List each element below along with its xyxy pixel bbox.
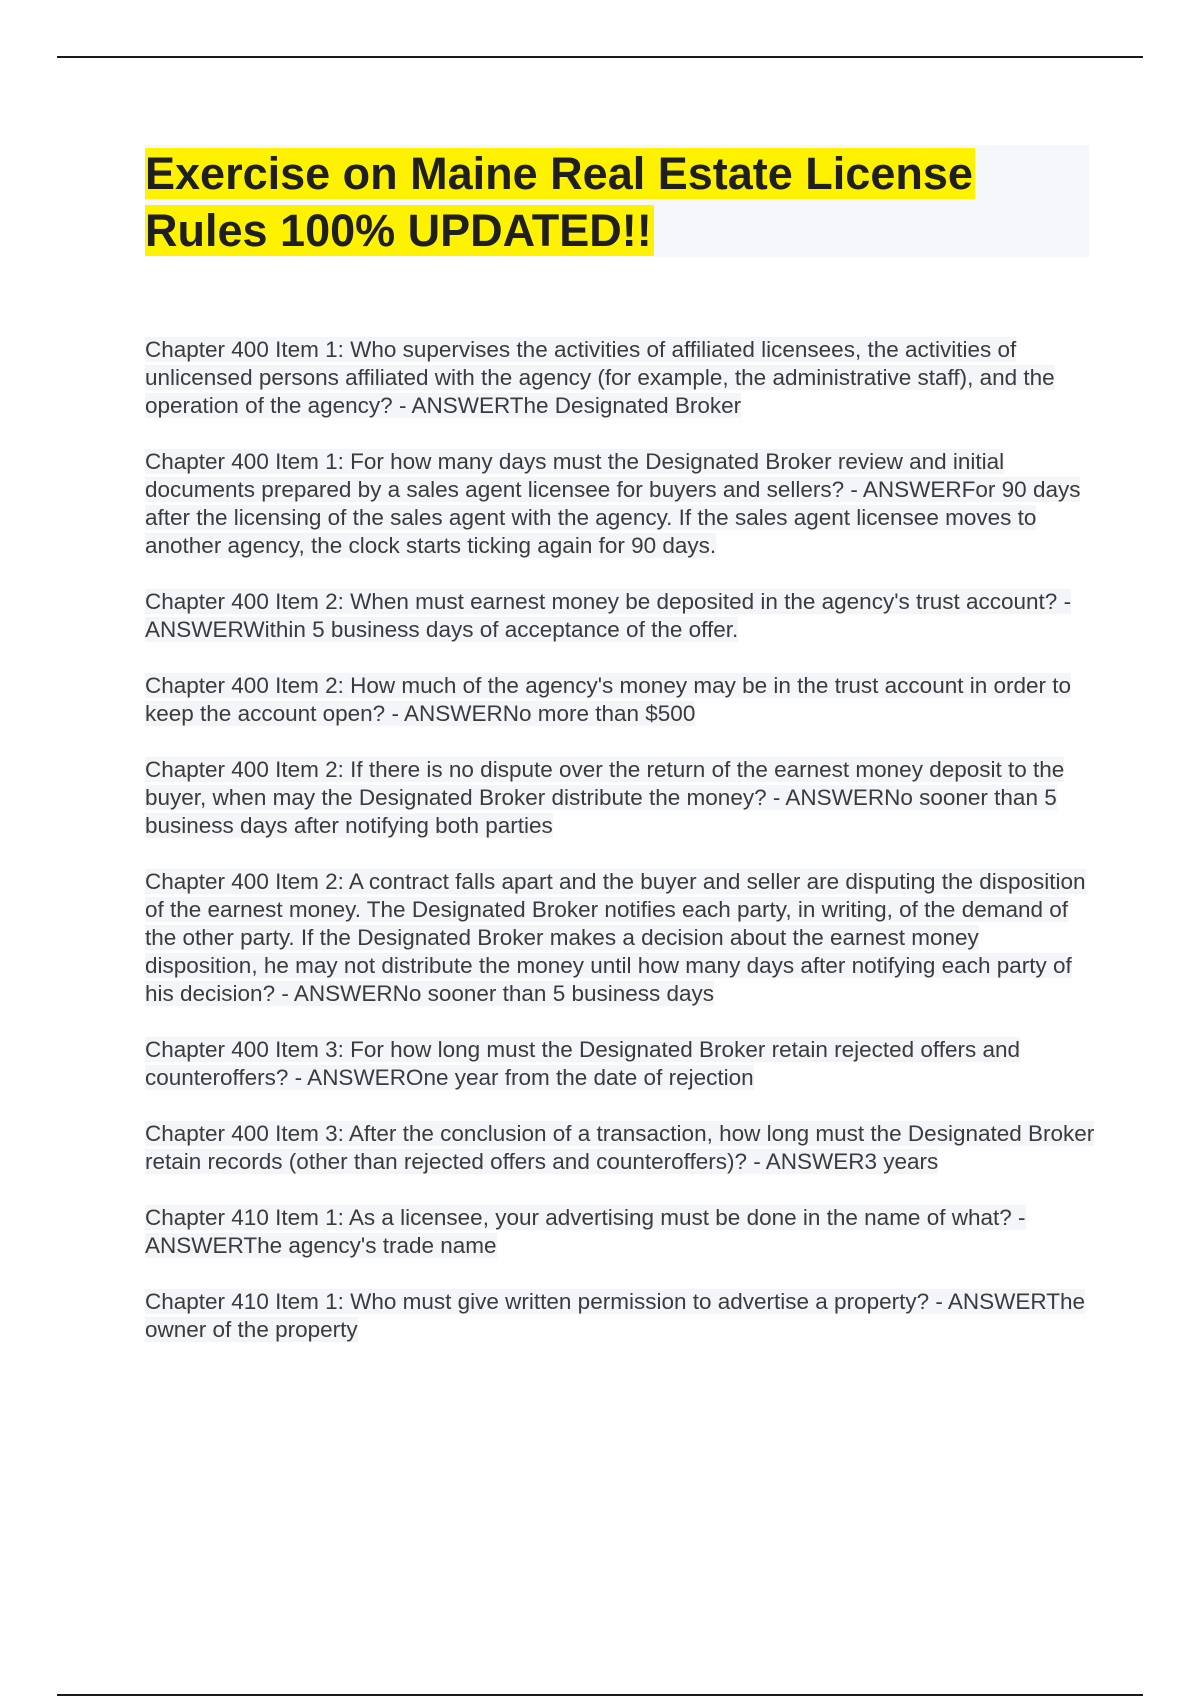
qa-list xyxy=(145,336,1095,1372)
qa-item xyxy=(145,1204,1095,1260)
title-block xyxy=(145,145,1089,257)
footer-rule xyxy=(57,1694,1143,1696)
qa-item xyxy=(145,1120,1095,1176)
document-title xyxy=(145,145,1089,259)
qa-item xyxy=(145,1036,1095,1092)
qa-item-text: Chapter 410 Item 1: Who must give written permission to advertise a property? - ANSWERThe owner of the property xyxy=(145,1289,1085,1342)
qa-item-text: Chapter 400 Item 2: A contract falls apart and the buyer and seller are disputing the disposition of the earnest money. The Designated Broker notifies each party, in writing, of the demand of the other party. If the Designated Broker makes a decision about the earnest money disposition, he may not distribute the money until how many days after notifying each party of his decision? - ANSWERNo sooner than 5 business days xyxy=(145,869,1086,1006)
header-rule xyxy=(57,56,1143,58)
qa-item-text: Chapter 400 Item 1: For how many days must the Designated Broker review and initial documents prepared by a sales agent licensee for buyers and sellers? - ANSWERFor 90 days after the licensing of the sales agent with the agency. If the sales agent licensee moves to another agency, the clock starts ticking again for 90 days. xyxy=(145,449,1081,558)
qa-item-text: Chapter 400 Item 2: When must earnest money be deposited in the agency's trust account? - ANSWERWithin 5 business days of acceptance of the offer. xyxy=(145,589,1072,642)
qa-item xyxy=(145,448,1095,560)
qa-item-text: Chapter 410 Item 1: As a licensee, your advertising must be done in the name of what? - ANSWERThe agency's trade name xyxy=(145,1205,1026,1258)
qa-item-text: Chapter 400 Item 2: How much of the agency's money may be in the trust account in order to keep the account open? - ANSWERNo more than $500 xyxy=(145,673,1072,726)
qa-item xyxy=(145,588,1095,644)
qa-item xyxy=(145,756,1095,840)
qa-item-text: Chapter 400 Item 3: For how long must the Designated Broker retain rejected offers and counteroffers? - ANSWEROne year from the date of rejection xyxy=(145,1037,1021,1090)
document-title-text: Exercise on Maine Real Estate License Rules 100% UPDATED!! xyxy=(145,148,973,256)
qa-item-text: Chapter 400 Item 2: If there is no dispute over the return of the earnest money deposit to the buyer, when may the Designated Broker distribute the money? - ANSWERNo sooner than 5 business days after notifying both parties xyxy=(145,757,1065,838)
qa-item xyxy=(145,672,1095,728)
qa-item xyxy=(145,336,1095,420)
qa-item xyxy=(145,868,1095,1008)
qa-item xyxy=(145,1288,1095,1344)
qa-item-text: Chapter 400 Item 3: After the conclusion of a transaction, how long must the Designated Broker retain records (other than rejected offers and counteroffers)? - ANSWER3 years xyxy=(145,1121,1095,1174)
qa-item-text: Chapter 400 Item 1: Who supervises the activities of affiliated licensees, the activities of unlicensed persons affiliated with the agency (for example, the administrative staff), and the operation of the agency? - ANSWERThe Designated Broker xyxy=(145,337,1055,418)
